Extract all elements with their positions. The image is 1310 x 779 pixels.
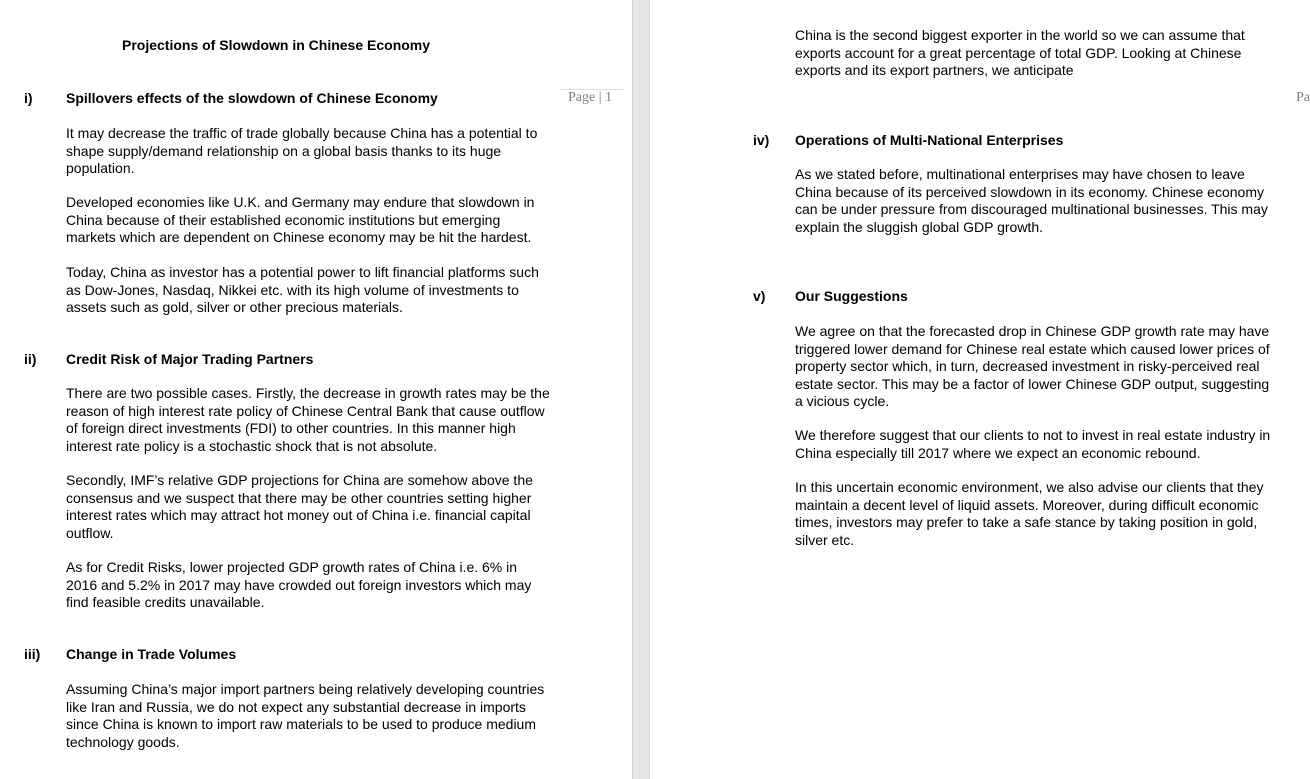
section-number: iii) [24,646,41,662]
paragraph: We agree on that the forecasted drop in Chinese GDP growth rate may have triggered lower demand for Chinese real estate which caused lower prices of property sector which, in turn, decreased investment in risky-perceived real estate sector. This may be a factor of lower Chinese GDP output, suggesting a vicious cycle. [795,323,1270,409]
section-heading: Spillovers effects of the slowdown of Chinese Economy [66,90,438,106]
paragraph: Today, China as investor has a potential power to lift financial platforms such as Dow-Jones, Nasdaq, Nikkei etc. with its high volume of investments to assets such as gold, silver or other precious materials. [66,264,539,315]
document-page-2 [650,0,1310,779]
paragraph: Assuming China’s major import partners being relatively developing countries like Iran and Russia, we do not expect any substantial decrease in imports since China is known to import raw materials to be used to produce medium technology goods. [66,681,545,750]
paragraph: There are two possible cases. Firstly, the decrease in growth rates may be the reason of high interest rate policy of Chinese Central Bank that cause outflow of foreign direct investments (FDI) to other countries. In this manner high interest rate policy is a stochastic shock that is not absolute. [66,385,550,454]
section-number: ii) [24,351,37,367]
page-gutter [632,0,650,779]
paragraph: As for Credit Risks, lower projected GDP growth rates of China i.e. 6% in 2016 and 5.2% in 2017 may have crowded out foreign investors which may find feasible credits unavailable. [66,559,532,610]
paragraph: Secondly, IMF’s relative GDP projections for China are somehow above the consensus and we suspect that there may be other countries setting higher interest rates which may attract hot money out of China i.e. financial capital outflow. [66,472,533,541]
page-number: Page | 1 [568,90,613,105]
paragraph: We therefore suggest that our clients to not to invest in real estate industry in China especially till 2017 where we expect an economic rebound. [795,427,1271,461]
continuation-paragraph: China is the second biggest exporter in the world so we can assume that exports account for a great percentage of total GDP. Looking at Chinese exports and its export partners, we anticipate [795,27,1245,78]
paragraph: It may decrease the traffic of trade globally because China has a potential to shape supply/demand relationship on a global basis thanks to its huge population. [66,125,538,176]
paragraph: In this uncertain economic environment, we also advise our clients that they maintain a decent level of liquid assets. Moreover, during difficult economic times, investors may prefer to take a safe stance by taking position in gold, silver etc. [795,479,1264,548]
section-number: i) [24,90,33,106]
page-number: Pa [1296,90,1310,105]
section-number: iv) [753,132,770,148]
paragraph: Developed economies like U.K. and Germany may endure that slowdown in China because of their established economic institutions but emerging markets which are dependent on Chinese economy may be hit the hardest. [66,194,535,245]
section-heading: Change in Trade Volumes [66,646,237,662]
paragraph: As we stated before, multinational enterprises may have chosen to leave China because of its perceived slowdown in its economy. Chinese economy can be under pressure from discouraged multinational businesses. This may explain the sluggish global GDP growth. [795,166,1268,235]
section-number: v) [753,288,766,304]
document-page-1 [0,0,632,779]
section-heading: Our Suggestions [795,288,908,304]
document-title: Projections of Slowdown in Chinese Economy [122,37,431,53]
section-heading: Credit Risk of Major Trading Partners [66,351,314,367]
section-heading: Operations of Multi-National Enterprises [795,132,1064,148]
